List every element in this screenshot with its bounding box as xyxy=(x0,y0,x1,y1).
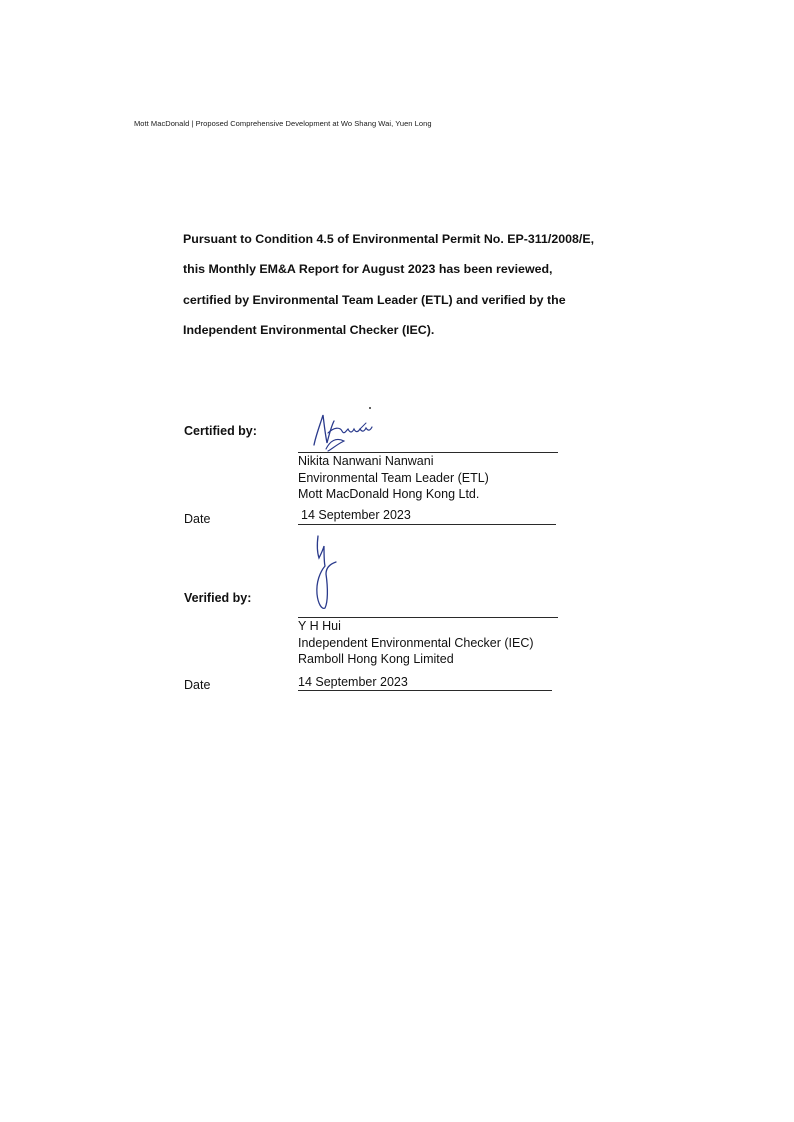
certified-by-label: Certified by: xyxy=(184,424,257,438)
statement-line: Independent Environmental Checker (IEC). xyxy=(183,322,435,337)
verified-date-line xyxy=(298,690,552,691)
etl-signature xyxy=(306,405,386,457)
certified-role: Environmental Team Leader (ETL) xyxy=(298,470,489,485)
certified-signatory-info xyxy=(298,453,489,503)
verified-name: Y H Hui xyxy=(298,619,341,633)
verified-role: Independent Environmental Checker (IEC) xyxy=(298,635,534,650)
certified-company: Mott MacDonald Hong Kong Ltd. xyxy=(298,487,480,501)
verified-date-value: 14 September 2023 xyxy=(298,675,408,689)
certified-date-line xyxy=(298,524,556,525)
statement-line: certified by Environmental Team Leader (ETL) and verified by the xyxy=(183,292,566,307)
running-header: Mott MacDonald | Proposed Comprehensive Development at Wo Shang Wai, Yuen Long xyxy=(134,119,432,128)
ink-speck xyxy=(369,407,371,409)
statement-line: this Monthly EM&A Report for August 2023 has been reviewed, xyxy=(183,262,553,277)
certification-statement xyxy=(183,224,643,345)
verified-by-label: Verified by: xyxy=(184,591,252,605)
certified-date-value: 14 September 2023 xyxy=(301,508,411,522)
verified-signatory-info xyxy=(298,618,534,668)
verified-company: Ramboll Hong Kong Limited xyxy=(298,652,454,666)
certified-date-label: Date xyxy=(184,512,211,526)
verified-date-label: Date xyxy=(184,678,211,692)
certified-name: Nikita Nanwani Nanwani xyxy=(298,454,434,468)
iec-signature xyxy=(308,532,348,614)
statement-line: Pursuant to Condition 4.5 of Environmental Permit No. EP-311/2008/E, xyxy=(183,232,595,246)
